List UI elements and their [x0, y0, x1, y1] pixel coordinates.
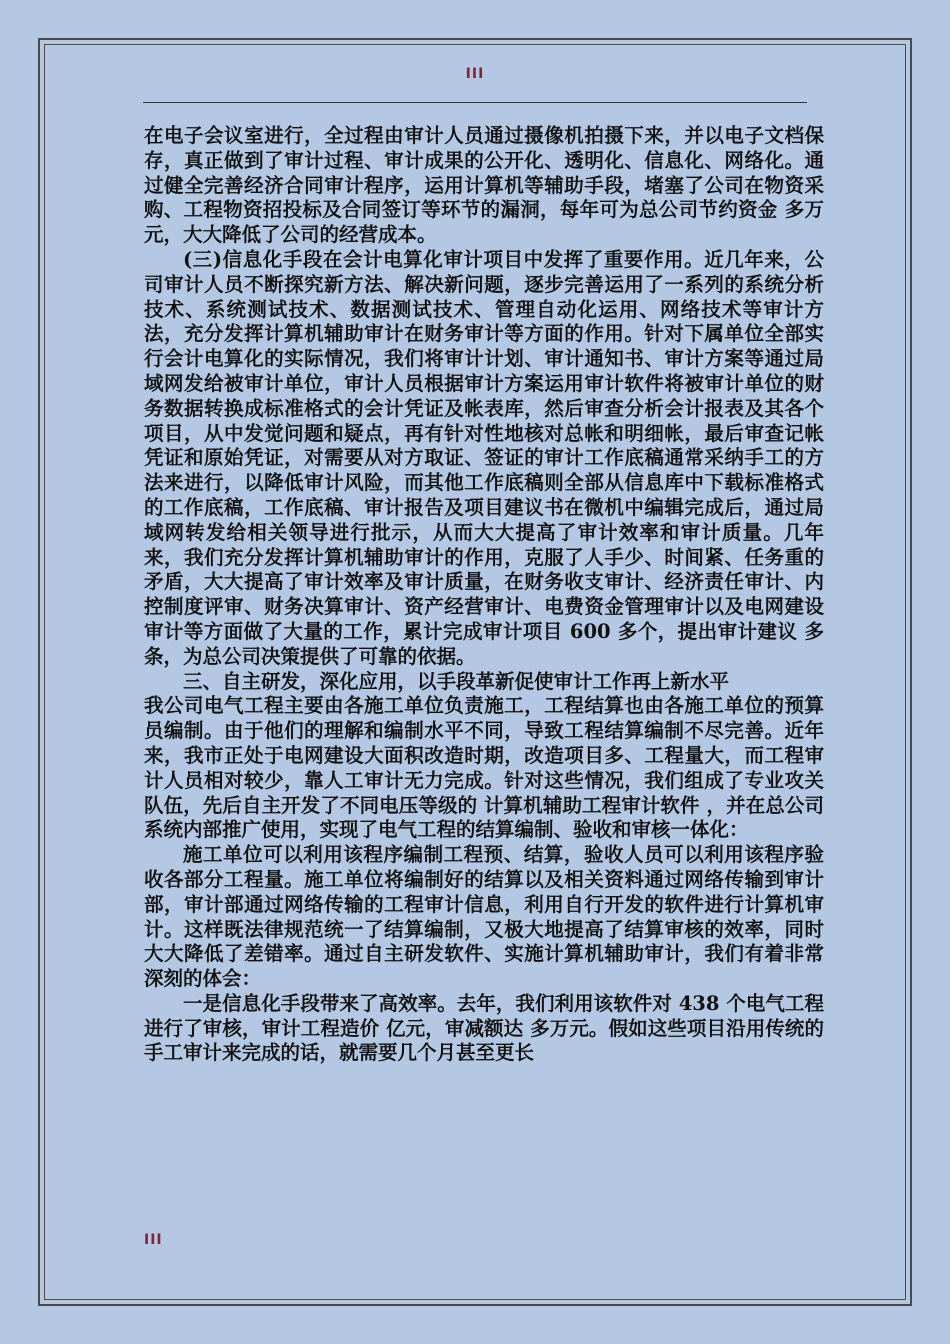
- document-body: [144, 124, 824, 1066]
- paragraph-2: (三)信息化手段在会计电算化审计项目中发挥了重要作用。近几年来，公司审计人员不断探究新方法、解决新问题，逐步完善运用了一系列的系统分析技术、系统测试技术、数据测试技术、管理自动化运用、网络技术等审计方法，充分发挥计算机辅助审计在财务审计等方面的作用。针对下属单位全部实行会计电算化的实际情况，我们将审计计划、审计通知书、审计方案等通过局域网发给被审计单位，审计人员根据审计方案运用审计软件将被审计单位的财务数据转换成标准格式的会计凭证及帐表库，然后审查分析会计报表及其各个项目，从中发觉问题和疑点，再有针对性地核对总帐和明细帐，最后审查记帐凭证和原始凭证，对需要从对方取证、签证的审计工作底稿通常采纳手工的方法来进行，以降低审计风险，而其他工作底稿则全部从信息库中下载标准格式的工作底稿，工作底稿、审计报告及项目建议书在微机中编辑完成后，通过局域网转发给相关领导进行批示，从而大大提高了审计效率和审计质量。几年来，我们充分发挥计算机辅助审计的作用，克服了人手少、时间紧、任务重的矛盾，大大提高了审计效率及审计质量，在财务收支审计、经济责任审计、内控制度评审、财务决算审计、资产经营审计、电费资金管理审计以及电网建设审计等方面做了大量的工作，累计完成审计项目 600 多个，提出审计建议 多条，为总公司决策提供了可靠的依据。: [144, 247, 824, 668]
- header-mark: III: [465, 66, 485, 82]
- paragraph-4: 施工单位可以利用该程序编制工程预、结算，验收人员可以利用该程序验收各部分工程量。施工单位将编制好的结算以及相关资料通过网络传输到审计部，审计部通过网络传输的工程审计信息，利用自行开发的软件进行计算机审计。这样既法律规范统一了结算编制，又极大地提高了结算审核的效率，同时大大降低了差错率。通过自主研发软件、实施计算机辅助审计，我们有着非常深刻的体会：: [144, 843, 824, 991]
- header-divider: [143, 102, 807, 103]
- paragraph-1: 在电子会议室进行，全过程由审计人员通过摄像机拍摄下来，并以电子文档保存，真正做到了审计过程、审计成果的公开化、透明化、信息化、网络化。通过健全完善经济合同审计程序，运用计算机等辅助手段，堵塞了公司在物资采购、工程物资招投标及合同签订等环节的漏洞，每年可为总公司节约资金 多万元，大大降低了公司的经营成本。: [144, 124, 824, 247]
- paragraph-3: 我公司电气工程主要由各施工单位负责施工，工程结算也由各施工单位的预算员编制。由于他们的理解和编制水平不同，导致工程结算编制不尽完善。近年来，我市正处于电网建设大面积改造时期，改造项目多、工程量大，而工程审计人员相对较少，靠人工审计无力完成。针对这些情况，我们组成了专业攻关队伍，先后自主开发了不同电压等级的 计算机辅助工程审计软件 ，并在总公司系统内部推广使用，实现了电气工程的结算编制、验收和审核一体化：: [144, 694, 825, 842]
- section-heading: 三、自主研发，深化应用，以手段革新促使审计工作再上新水平: [183, 669, 730, 693]
- footer-mark: III: [144, 1232, 163, 1248]
- paragraph-5: 一是信息化手段带来了高效率。去年，我们利用该软件对 438 个电气工程进行了审核，审计工程造价 亿元，审减额达 多万元。假如这些项目沿用传统的手工审计来完成的话，就需要几个月甚至更长: [144, 991, 824, 1065]
